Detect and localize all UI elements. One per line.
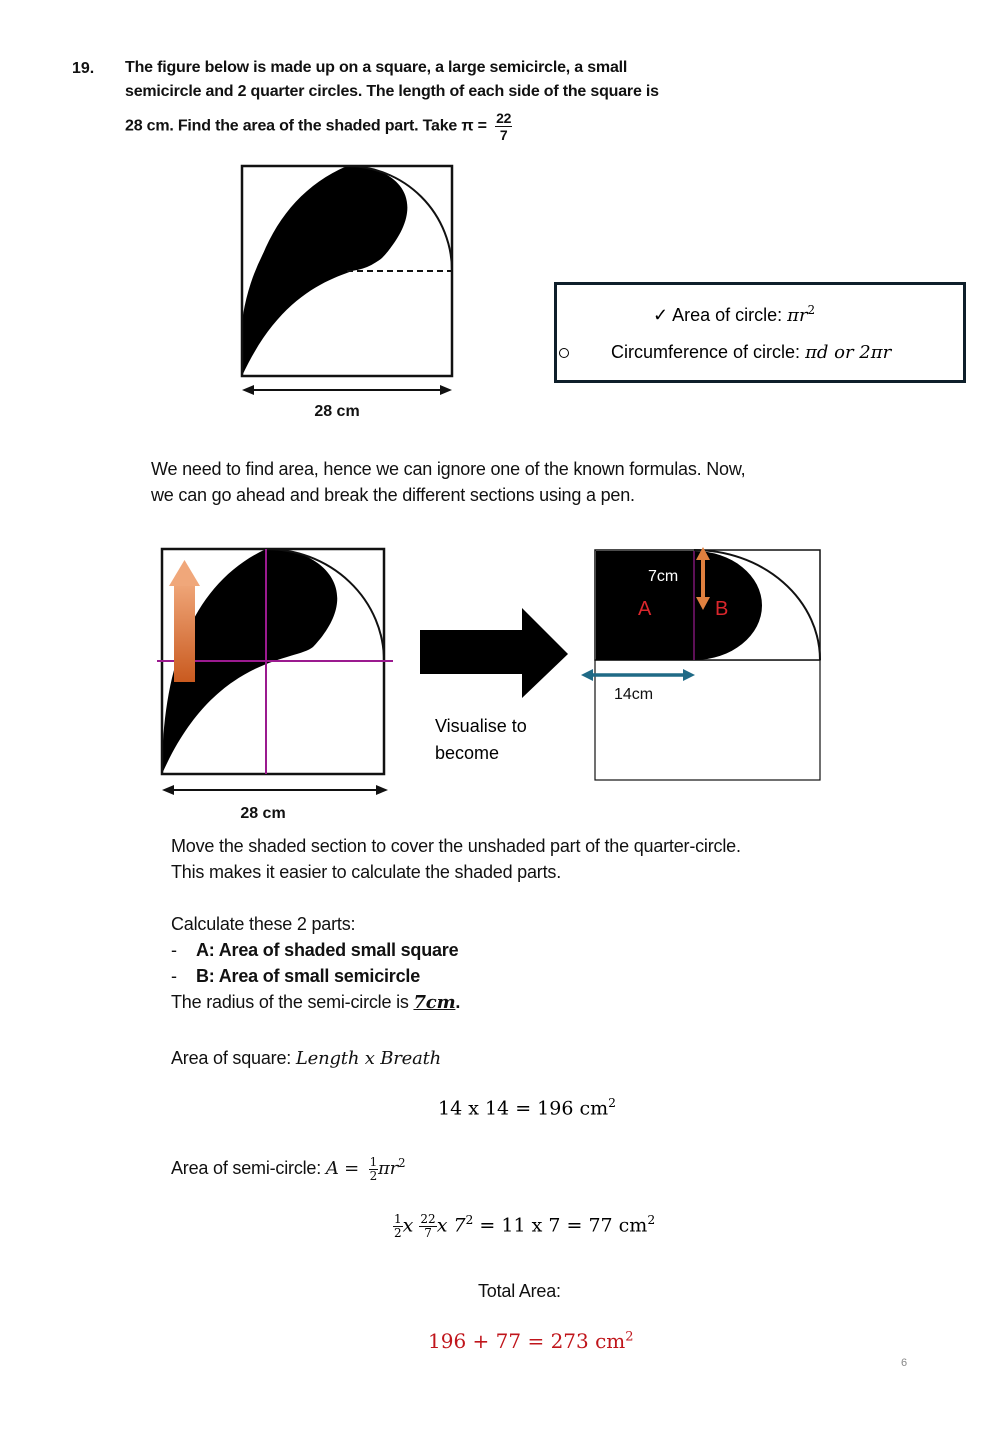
parts-intro: Calculate these 2 parts: [171, 914, 356, 934]
caption-line: Visualise to [435, 716, 527, 736]
annotated-figure [155, 542, 400, 827]
transform-caption [435, 713, 527, 767]
part-text: B: Area of small semicircle [196, 966, 421, 986]
total-result-exponent: 2 [625, 1329, 634, 1345]
pi-fraction [495, 110, 512, 143]
lower-box [595, 660, 820, 780]
fraction-denominator: 2 [394, 1226, 402, 1240]
question-line: semicircle and 2 quarter circles. The length of each side of the square is [125, 83, 659, 100]
fraction-denominator: 2 [369, 1168, 378, 1183]
pi-fraction [419, 1213, 436, 1240]
radius-value: 7cm [413, 992, 456, 1013]
question-line [125, 110, 725, 143]
formula-label: Circumference of circle: [611, 342, 806, 362]
dimension-label: 28 cm [314, 403, 360, 420]
paragraph-line: We need to find area, hence we can ignore one of the known formulas. Now, [151, 459, 746, 479]
dimension-label: 28 cm [240, 805, 286, 822]
question-text [125, 56, 725, 143]
part-bullet: - [171, 966, 177, 986]
radius-end: . [455, 992, 461, 1012]
intro-paragraph [151, 456, 891, 508]
total-area-label: Total Area: [478, 1281, 561, 1301]
fraction-numerator: 22 [496, 110, 512, 126]
square-area-result [438, 1096, 616, 1119]
exponent: 2 [647, 1213, 656, 1228]
square-result-exponent: 2 [608, 1096, 616, 1110]
times-symbol: x [402, 1214, 414, 1237]
formula-label: Area of circle: [672, 305, 788, 325]
fraction-numerator: 1 [394, 1212, 402, 1226]
times-seven: x 7 [436, 1214, 466, 1237]
fraction-numerator: 22 [420, 1212, 436, 1226]
height-label: 7cm [648, 568, 679, 585]
label-b: B [715, 598, 729, 620]
total-area-result [428, 1329, 634, 1353]
radius-text: The radius of the semi-circle is [171, 992, 414, 1012]
exponent: 2 [465, 1213, 474, 1228]
explanation-block [171, 833, 891, 1016]
semicircle-calculation [393, 1213, 655, 1240]
semicircle-area-label: Area of semi-circle: [171, 1158, 326, 1178]
semicircle-area-line [171, 1150, 405, 1183]
question-line-text: 28 cm. Find the area of the shaded part. Take π = [125, 117, 487, 135]
square-result-text: 14 x 14 = 196 cm [438, 1097, 609, 1120]
fraction-denominator: 7 [424, 1226, 432, 1240]
semicircle-prefix: A = [325, 1158, 365, 1179]
part-item [171, 963, 891, 989]
arrowhead-right-icon [440, 385, 452, 395]
formula-expression: πd or 2πr [805, 342, 892, 363]
question-line: The figure below is made up on a square, a large semicircle, a small [125, 59, 628, 76]
arrowhead-left-icon [162, 785, 174, 795]
total-result-text: 196 + 77 = 273 cm [428, 1329, 626, 1353]
fraction-denominator: 7 [499, 127, 508, 143]
calc-rest: = 11 x 7 = 77 cm [473, 1214, 648, 1237]
radius-line [171, 989, 891, 1016]
page-number: 6 [901, 1357, 908, 1369]
formula-box [554, 282, 966, 383]
paragraph-line: we can go ahead and break the different sections using a pen. [151, 485, 635, 505]
label-a: A [638, 598, 652, 620]
square-area-formula: Length x Breath [295, 1048, 442, 1069]
semicircle-suffix: πr [378, 1158, 399, 1179]
explanation-line: This makes it easier to calculate the shaded parts. [171, 862, 562, 882]
formula-item-circumference [611, 342, 891, 363]
part-item [171, 937, 891, 963]
formula-expression: πr [787, 305, 808, 326]
transform-arrow-icon [418, 608, 570, 700]
square-area-label: Area of square: [171, 1048, 296, 1068]
circle-bullet-icon [559, 348, 569, 358]
formula-item-area [653, 303, 815, 326]
caption-line: become [435, 743, 500, 763]
question-number: 19. [72, 60, 95, 77]
half-fraction [369, 1156, 378, 1183]
fraction-numerator: 1 [369, 1154, 378, 1169]
formula-exponent: 2 [807, 303, 816, 317]
width-label: 14cm [614, 686, 654, 703]
arrowhead-left-icon [242, 385, 254, 395]
semicircle-exponent: 2 [398, 1156, 406, 1170]
half-fraction [393, 1213, 403, 1240]
original-figure [232, 158, 462, 428]
explanation-line: Move the shaded section to cover the unshaded part of the quarter-circle. [171, 836, 741, 856]
part-text: A: Area of shaded small square [196, 940, 459, 960]
part-bullet: - [171, 940, 177, 960]
result-figure [578, 545, 828, 785]
check-icon: ✓ [653, 305, 669, 325]
arrowhead-right-icon [376, 785, 388, 795]
square-area-line [171, 1045, 441, 1072]
